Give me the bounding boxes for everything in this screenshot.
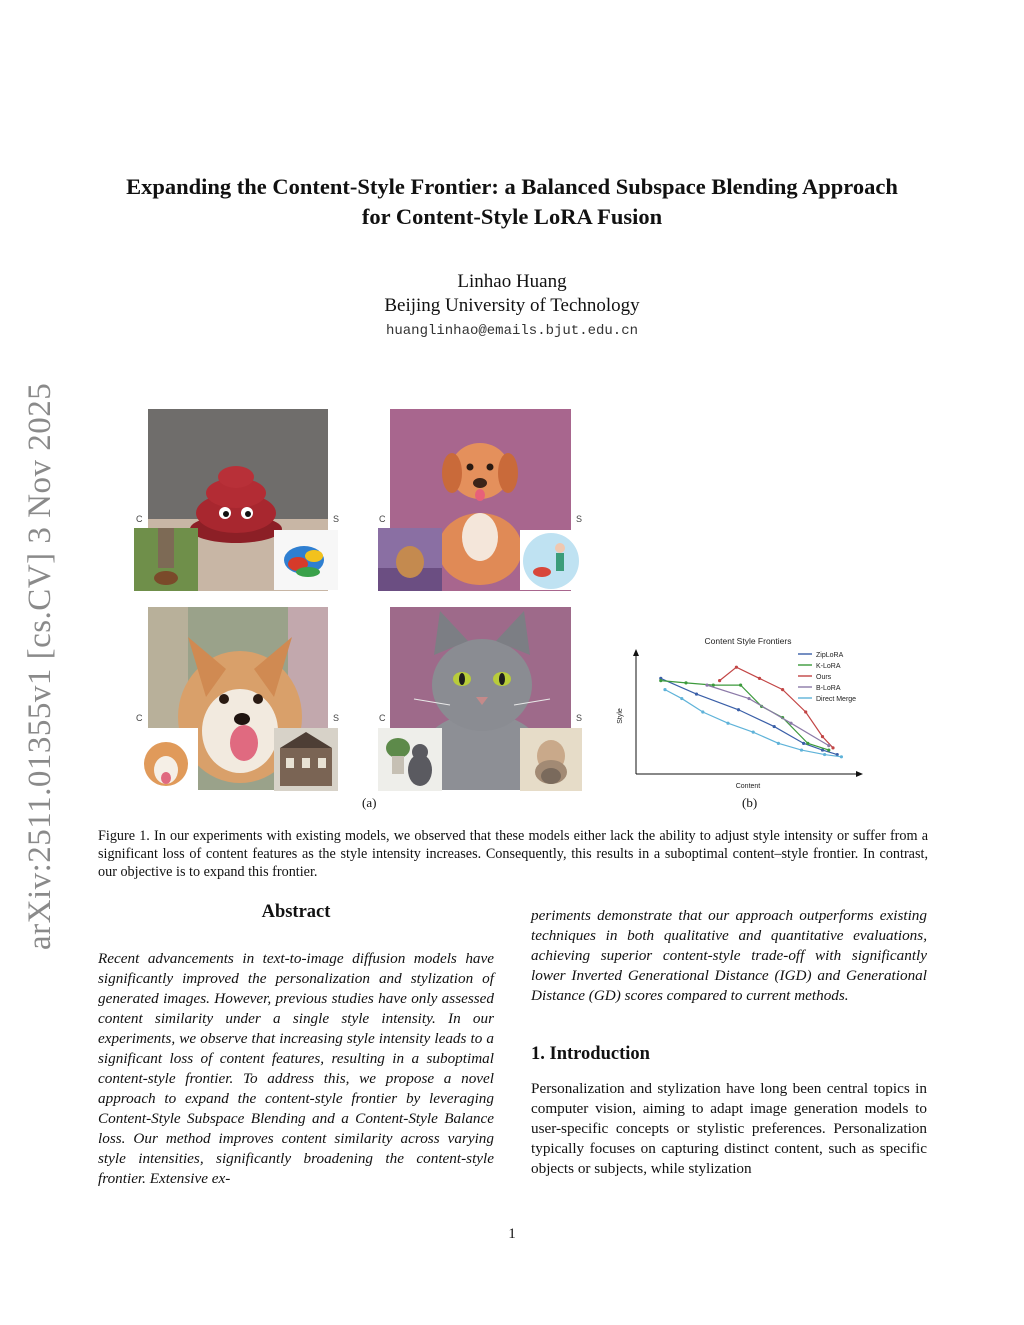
- data-point-ours: [718, 679, 721, 682]
- content-label: C: [136, 713, 143, 723]
- left-column: [98, 902, 494, 1189]
- figure-image-poop-style: [274, 530, 338, 590]
- content-label: C: [379, 713, 386, 723]
- chart-legend: [798, 652, 856, 703]
- figure-image-corgi-content: [134, 728, 198, 791]
- data-point-b-lora: [747, 697, 750, 700]
- data-point-direct-merge: [840, 755, 843, 758]
- introduction-text: Personalization and stylization have long been central topics in computer vision, aiming to adapt image generation models to user-specific concepts or stylistic preferences. Personalization typically focuses on capturing distinct content, such as specific objects or subjects, while stylization: [531, 1080, 927, 1177]
- data-point-direct-merge: [752, 731, 755, 734]
- data-point-ziplora: [802, 742, 805, 745]
- style-label: S: [333, 713, 340, 723]
- figure-image-poop-content: [134, 528, 198, 591]
- data-point-k-lora: [684, 681, 687, 684]
- legend-label-direct-merge: Direct Merge: [816, 696, 857, 703]
- data-point-k-lora: [806, 742, 809, 745]
- data-point-direct-merge: [680, 697, 683, 700]
- series-line-k-lora: [661, 681, 829, 750]
- x-axis-label: Content: [735, 783, 761, 790]
- abstract-text: Recent advancements in text-to-image diffusion models have significantly improved the personalization and stylization of generated images. However, previous studies have only assessed content similarity under a single style intensity. In our experiments, we observe that increasing style intensity leads to a significant loss of content features, resulting in a suboptimal content-style frontier. To address this, we propose a novel approach to expand the content-style frontier by leveraging Content-Style Subspace Blending and a Content-Style Balance loss. Our method improves content similarity across varying style intensities, significantly broadening the content-style frontier. Extensive ex-: [98, 950, 494, 1187]
- figure-image-corgi-style: [274, 728, 338, 791]
- data-point-ours: [821, 735, 824, 738]
- data-point-ours: [831, 746, 834, 749]
- content-label: C: [379, 514, 386, 524]
- style-label: S: [576, 713, 583, 723]
- data-point-direct-merge: [800, 748, 803, 751]
- legend-label-ours: Ours: [816, 674, 832, 681]
- page-number: 1: [508, 1226, 516, 1242]
- series-line-ziplora: [661, 678, 837, 754]
- x-axis-arrow: [856, 771, 863, 777]
- style-label: S: [576, 514, 583, 524]
- abstract-heading: Abstract: [261, 902, 331, 922]
- frontier-chart: [610, 632, 870, 792]
- chart-title: Content Style Frontiers: [704, 636, 792, 646]
- data-point-direct-merge: [726, 722, 729, 725]
- series-line-b-lora: [707, 685, 829, 745]
- data-point-b-lora: [827, 744, 830, 747]
- content-label: C: [136, 514, 143, 524]
- data-point-ziplora: [773, 725, 776, 728]
- data-point-direct-merge: [777, 742, 780, 745]
- data-point-direct-merge: [663, 688, 666, 691]
- figure-image-dog-content: [378, 528, 442, 591]
- data-point-direct-merge: [701, 710, 704, 713]
- data-point-ziplora: [695, 692, 698, 695]
- data-point-ziplora: [737, 708, 740, 711]
- y-axis-arrow: [633, 649, 639, 656]
- data-point-k-lora: [659, 679, 662, 682]
- data-point-ours: [804, 710, 807, 713]
- figure-1b-chart: [610, 632, 870, 792]
- figure-image-cat-content: [378, 728, 442, 791]
- data-point-k-lora: [739, 684, 742, 687]
- style-label: S: [333, 514, 340, 524]
- author-email: huanglinhao@emails.bjut.edu.cn: [385, 323, 639, 339]
- data-point-ours: [781, 688, 784, 691]
- title-line-2: for Content-Style LoRA Fusion: [361, 204, 663, 229]
- data-point-direct-merge: [823, 753, 826, 756]
- abstract-continuation: periments demonstrate that our approach outperforms existing techniques in both qualitative and quantitative evaluations, achieving superior content-style trade-off with significantly lower Inverted Generational Distance (IGD) and Generational Distance (GD) scores compared to current methods.: [531, 907, 927, 1004]
- y-axis-label: Style: [617, 708, 624, 724]
- figure-caption: Figure 1. In our experiments with existing models, we observed that these models either lack the ability to adjust style intensity or suffer from a significant loss of content features as the style intensity increases. Consequently, this results in a suboptimal content–style frontier. In contrast, our objective is to expand this frontier.: [98, 828, 928, 880]
- figure-image-dog-style: [520, 530, 582, 590]
- legend-label-b-lora: B-LoRA: [816, 685, 841, 692]
- author-affiliation: Beijing University of Technology: [384, 295, 640, 316]
- subfigure-a-label: (a): [362, 795, 377, 810]
- data-point-ours: [735, 666, 738, 669]
- arxiv-identifier: arXiv:2511.01355v1 [cs.CV] 3 Nov 2025: [22, 382, 58, 950]
- legend-label-k-lora: K-LoRA: [816, 663, 841, 670]
- figure-image-cat-style: [520, 728, 582, 791]
- paper-title: [90, 172, 934, 232]
- right-column: [531, 906, 927, 1179]
- series-line-direct-merge: [665, 690, 841, 757]
- data-point-b-lora: [705, 684, 708, 687]
- data-point-ours: [758, 677, 761, 680]
- legend-label-ziplora: ZipLoRA: [816, 652, 844, 659]
- author-name: Linhao Huang: [457, 271, 567, 292]
- data-point-k-lora: [827, 748, 830, 751]
- author-block: [262, 270, 762, 344]
- data-point-b-lora: [789, 722, 792, 725]
- subfigure-b-label: (b): [742, 795, 758, 810]
- title-line-1: Expanding the Content-Style Frontier: a Balanced Subspace Blending Approach: [126, 174, 898, 199]
- introduction-heading: 1. Introduction: [531, 1044, 650, 1064]
